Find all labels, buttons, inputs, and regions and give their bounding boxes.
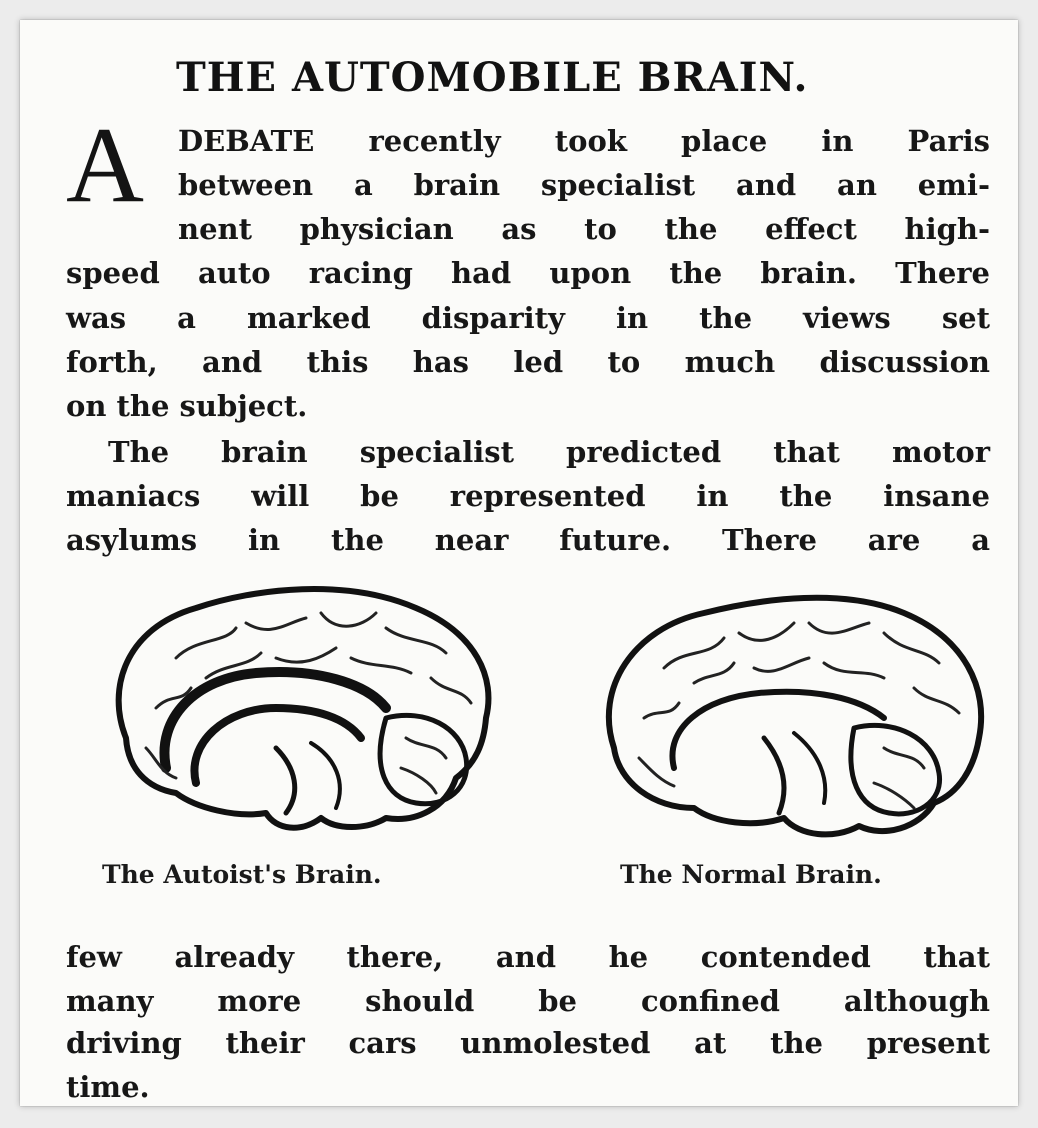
article-line: forth, and this has led to much discussion xyxy=(66,345,990,379)
article-line: few already there, and he contended that xyxy=(66,940,990,974)
drop-cap: A xyxy=(66,106,144,225)
article-line: speed auto racing had upon the brain. There xyxy=(66,256,990,290)
article-line: on the subject. xyxy=(66,389,308,423)
normal-brain-caption: The Normal Brain. xyxy=(620,860,882,889)
article-line: time. xyxy=(66,1070,150,1104)
normal-brain-illustration xyxy=(584,568,1004,848)
article-line: nent physician as to the effect high- xyxy=(178,212,990,246)
article-line: between a brain specialist and an emi- xyxy=(178,168,990,202)
autoist-brain-illustration xyxy=(86,568,506,848)
newspaper-clipping xyxy=(20,20,1018,1106)
autoist-brain-caption: The Autoist's Brain. xyxy=(102,860,382,889)
headline: THE AUTOMOBILE BRAIN. xyxy=(176,54,809,101)
article-line: many more should be confined although xyxy=(66,984,990,1018)
article-line: DEBATE recently took place in Paris xyxy=(178,124,990,158)
article-line: was a marked disparity in the views set xyxy=(66,301,990,335)
article-line: maniacs will be represented in the insane xyxy=(66,479,990,513)
article-line: The brain specialist predicted that motor xyxy=(108,435,990,469)
article-line: asylums in the near future. There are a xyxy=(66,523,990,557)
article-line: driving their cars unmolested at the present xyxy=(66,1026,990,1060)
